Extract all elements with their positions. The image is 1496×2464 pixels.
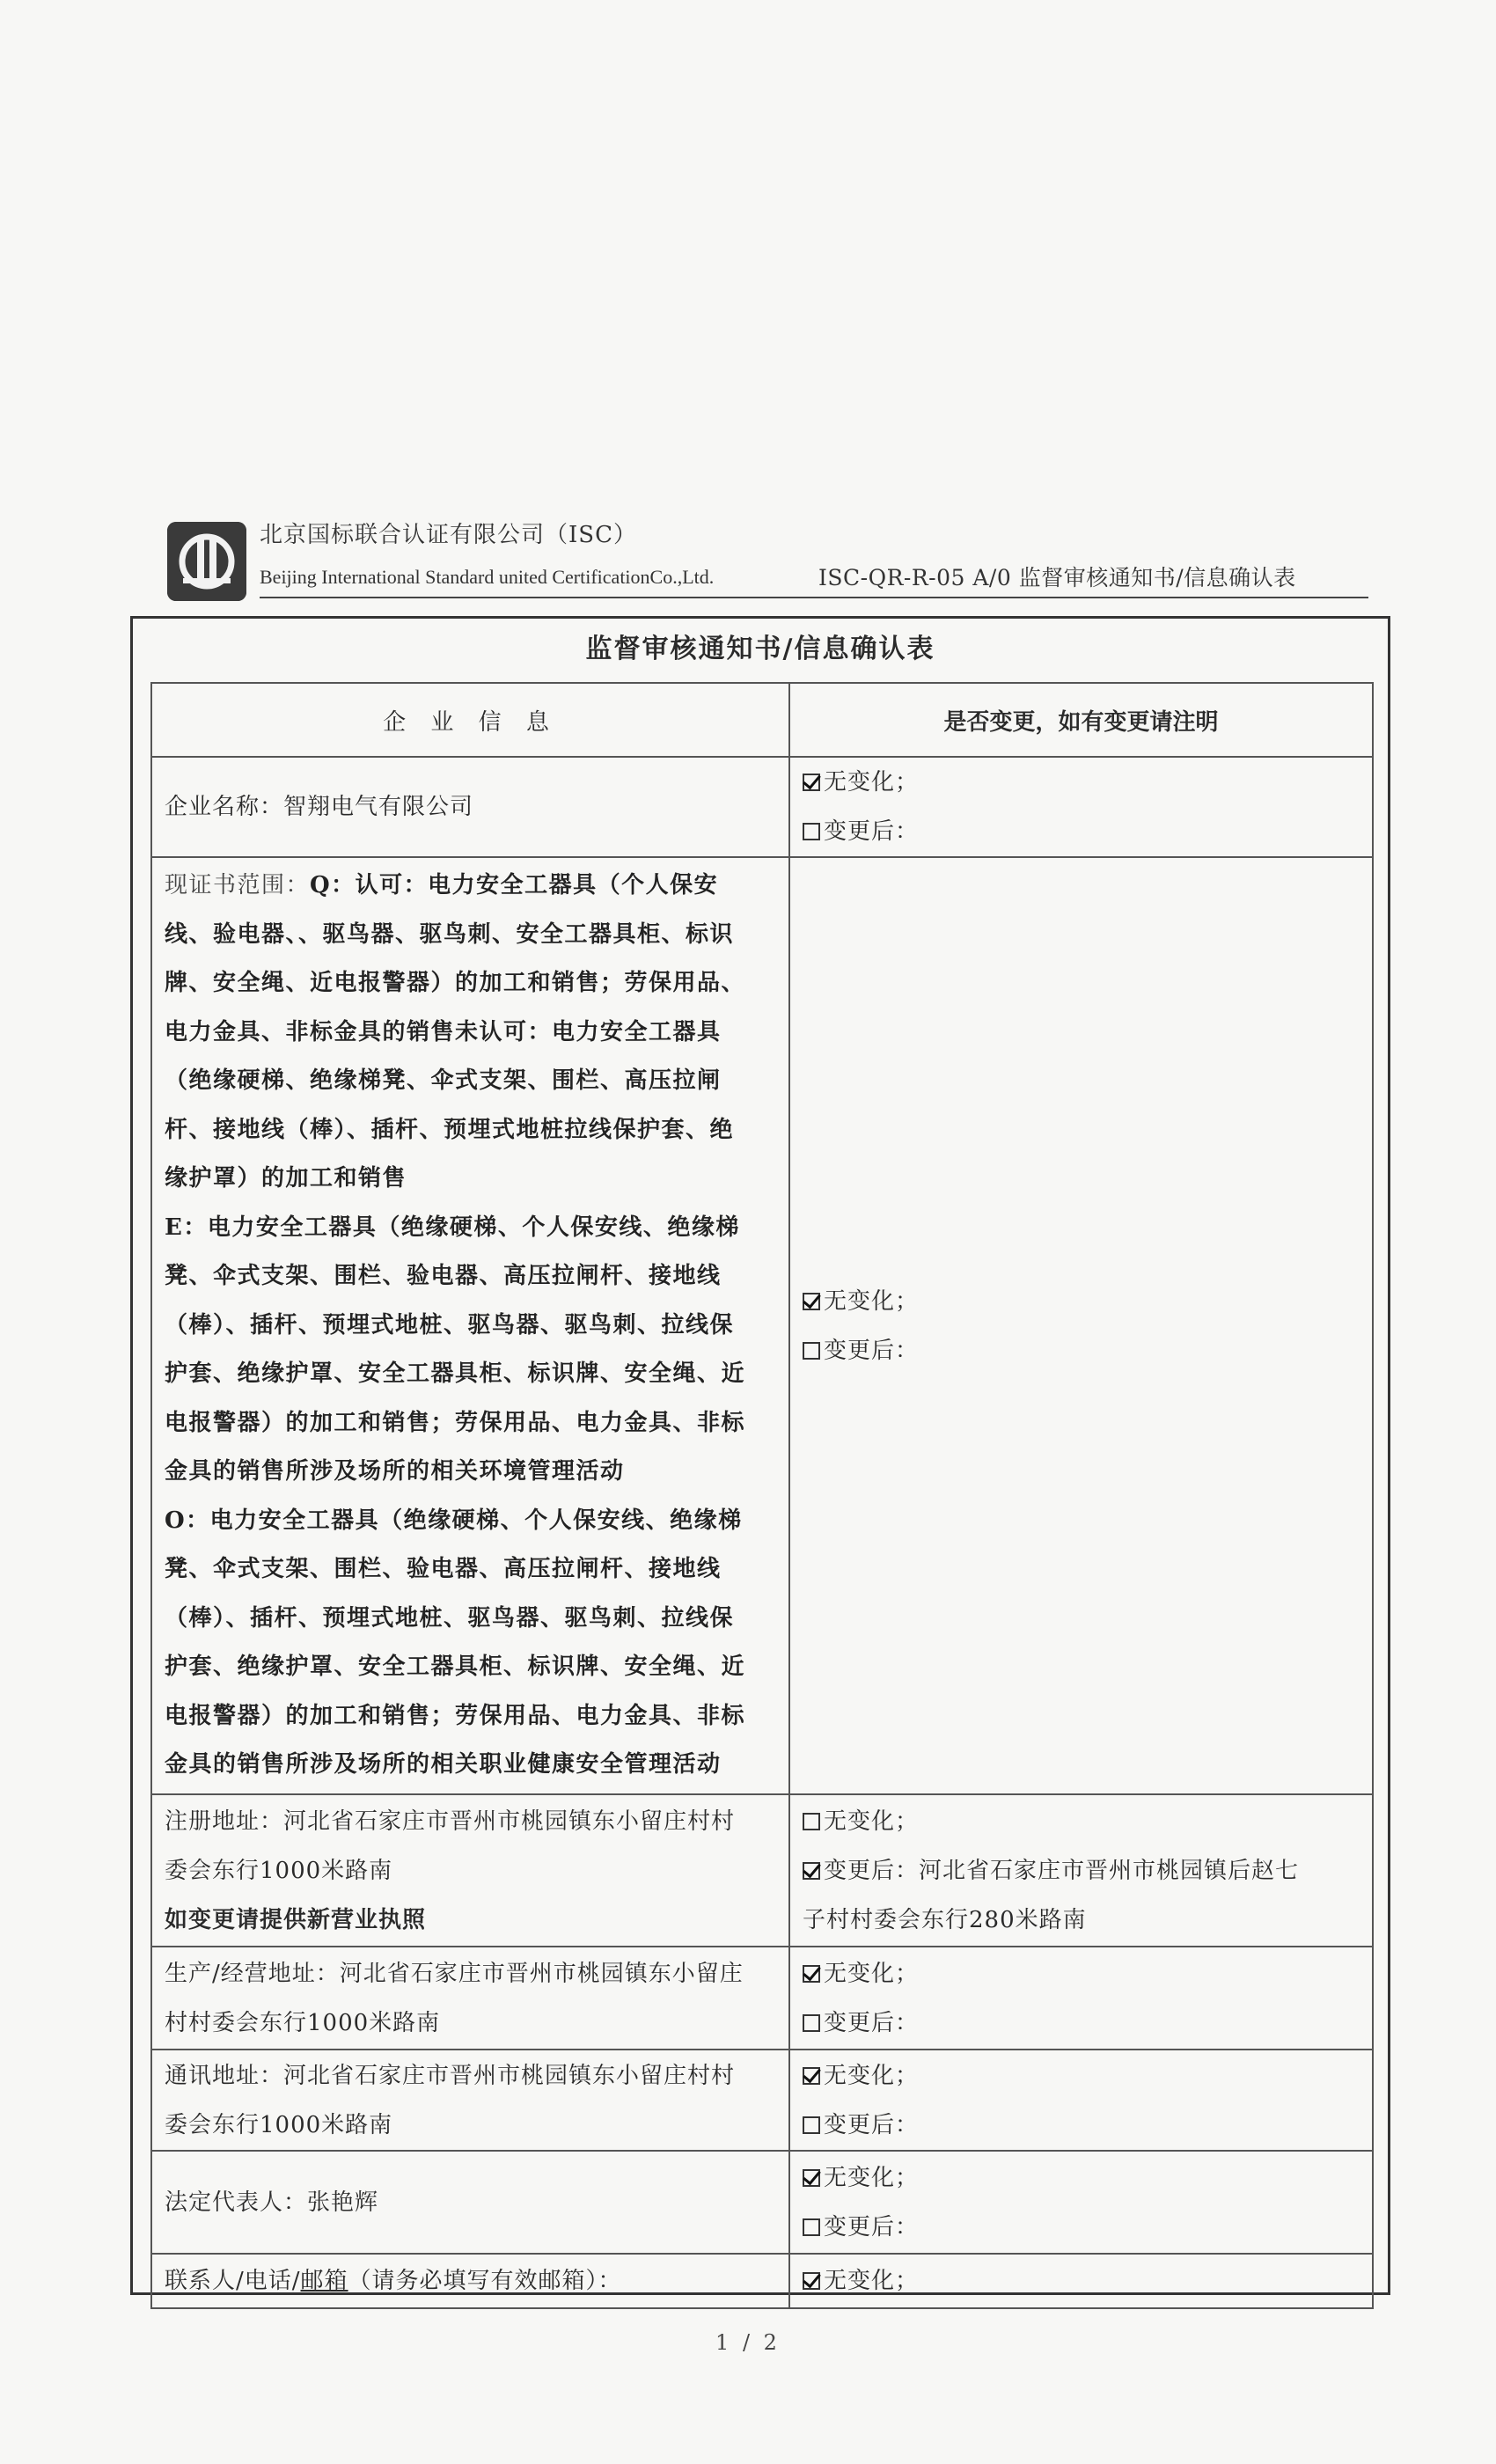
checkbox-no-change[interactable] xyxy=(803,1813,820,1830)
document-header xyxy=(167,515,1368,598)
scope-line: （棒）、插杆、预埋式地桩、驱鸟器、驱鸟刺、拉线保 xyxy=(165,1311,735,1338)
address-line: 村村委会东行1000米路南 xyxy=(165,2009,441,2036)
option-label: 变更后： xyxy=(824,2009,920,2036)
legal-representative-change-cell xyxy=(789,2151,1373,2254)
option-label: 变更后：河北省石家庄市晋州市桃园镇后赵七 xyxy=(824,1858,1300,1884)
scope-line: O：电力安全工器具（绝缘硬梯、个人保安线、绝缘梯 xyxy=(165,1507,743,1534)
production-address-change-cell xyxy=(789,1947,1373,2050)
table-row-production-address xyxy=(151,1947,1373,2050)
scope-line: 电报警器）的加工和销售；劳保用品、电力金具、非标 xyxy=(165,1409,746,1436)
registered-address-change-cell xyxy=(789,1794,1373,1947)
scope-line: 线、验电器、、驱鸟器、驱鸟刺、安全工器具柜、标识 xyxy=(165,920,735,948)
checkbox-changed[interactable] xyxy=(803,1862,820,1880)
company-name-cn: 北京国标联合认证有限公司（ISC） xyxy=(260,522,637,548)
address-line: 注册地址：河北省石家庄市晋州市桃园镇东小留庄村村 xyxy=(165,1808,736,1835)
scope-line: 缘护罩）的加工和销售 xyxy=(165,1165,407,1192)
registered-address-cell xyxy=(151,1794,789,1947)
table-row-registered-address xyxy=(151,1794,1373,1947)
scope-line: 电报警器）的加工和销售；劳保用品、电力金具、非标 xyxy=(165,1702,746,1729)
checkbox-no-change[interactable] xyxy=(803,2272,820,2290)
checkbox-changed[interactable] xyxy=(803,2116,820,2134)
col-header-company-info: 企 业 信 息 xyxy=(151,683,789,757)
checkbox-changed[interactable] xyxy=(803,2014,820,2032)
checkbox-changed[interactable] xyxy=(803,823,820,840)
option-label: 无变化； xyxy=(824,769,920,796)
scope-line: 杆、接地线（棒）、插杆、预埋式地桩拉线保护套、绝 xyxy=(165,1116,735,1143)
scope-label: 现证书范围： xyxy=(165,872,311,898)
table-header-row xyxy=(151,683,1373,757)
option-label: 无变化； xyxy=(824,2062,920,2089)
scope-line: 护套、绝缘护罩、安全工器具柜、标识牌、安全绳、近 xyxy=(165,1360,746,1387)
checkbox-no-change[interactable] xyxy=(803,1965,820,1983)
table-row-company-name xyxy=(151,757,1373,857)
scope-line: 凳、伞式支架、围栏、验电器、高压拉闸杆、接地线 xyxy=(165,1556,722,1582)
scope-line: （棒）、插杆、预埋式地桩、驱鸟器、驱鸟刺、拉线保 xyxy=(165,1604,735,1632)
table-row-legal-representative xyxy=(151,2151,1373,2254)
table-row-certificate-scope xyxy=(151,857,1373,1794)
address-line: 委会东行1000米路南 xyxy=(165,1857,393,1884)
scope-line: 金具的销售所涉及场所的相关职业健康安全管理活动 xyxy=(165,1751,722,1778)
scope-line: Q：认可：电力安全工器具（个人保安 xyxy=(310,872,719,898)
option-label: 无变化； xyxy=(824,1287,920,1315)
address-line: 通讯地址：河北省石家庄市晋州市桃园镇东小留庄村村 xyxy=(165,2062,736,2089)
legal-representative-value: 张艳辉 xyxy=(307,2189,379,2216)
table-row-mailing-address xyxy=(151,2050,1373,2151)
contact-change-cell xyxy=(789,2254,1373,2308)
form-frame xyxy=(130,616,1390,2295)
header-rule xyxy=(260,597,1368,598)
address-line: 委会东行1000米路南 xyxy=(165,2111,393,2138)
company-name-change-cell xyxy=(789,757,1373,857)
email-label: 邮箱 xyxy=(300,2268,348,2294)
mailing-address-cell xyxy=(151,2050,789,2151)
scope-line: 牌、安全绳、近电报警器）的加工和销售；劳保用品、 xyxy=(165,970,746,996)
option-label: 变更后： xyxy=(824,2213,920,2240)
company-name-label: 企业名称： xyxy=(165,794,284,820)
company-name-cell xyxy=(151,757,789,857)
company-name-en: Beijing International Standard united CertificationCo.,Ltd. xyxy=(260,566,715,588)
option-label: 变更后： xyxy=(824,1337,920,1364)
legal-representative-label: 法定代表人： xyxy=(165,2189,308,2216)
scope-line: 凳、伞式支架、围栏、验电器、高压拉闸杆、接地线 xyxy=(165,1263,722,1289)
legal-representative-cell xyxy=(151,2151,789,2254)
contact-hint: （请务必填写有效邮箱）： xyxy=(348,2268,622,2294)
form-title: 监督审核通知书/信息确认表 xyxy=(585,634,935,664)
address-line: 生产/经营地址：河北省石家庄市晋州市桃园镇东小留庄 xyxy=(165,1960,744,1987)
checkbox-changed[interactable] xyxy=(803,2218,820,2236)
certificate-scope-change-cell xyxy=(789,857,1373,1794)
page-number: 1 / 2 xyxy=(715,2330,781,2355)
scope-line: （绝缘硬梯、绝缘梯凳、伞式支架、围栏、高压拉闸 xyxy=(165,1067,722,1094)
option-label: 变更后： xyxy=(824,818,920,845)
license-note: 如变更请提供新营业执照 xyxy=(165,1906,427,1933)
certificate-scope-cell xyxy=(151,857,789,1794)
contact-cell xyxy=(151,2254,789,2308)
production-address-cell xyxy=(151,1947,789,2050)
option-label: 无变化； xyxy=(824,2268,920,2294)
scope-line: E：电力安全工器具（绝缘硬梯、个人保安线、绝缘梯 xyxy=(165,1214,740,1241)
option-label: 无变化； xyxy=(824,1960,920,1987)
contact-label: 联系人/电话/ xyxy=(165,2268,301,2294)
mailing-address-change-cell xyxy=(789,2050,1373,2151)
scope-line: 金具的销售所涉及场所的相关环境管理活动 xyxy=(165,1458,625,1485)
scope-line: 电力金具、非标金具的销售未认可：电力安全工器具 xyxy=(165,1018,722,1045)
isc-logo-icon xyxy=(167,522,246,601)
col-header-change: 是否变更，如有变更请注明 xyxy=(789,683,1373,757)
table-row-contact xyxy=(151,2254,1373,2308)
checkbox-changed[interactable] xyxy=(803,1342,820,1360)
checkbox-no-change[interactable] xyxy=(803,2169,820,2187)
company-name-value: 智翔电气有限公司 xyxy=(283,794,474,820)
option-label: 无变化； xyxy=(824,1808,920,1835)
checkbox-no-change[interactable] xyxy=(803,774,820,791)
checkbox-no-change[interactable] xyxy=(803,1293,820,1310)
option-label: 变更后： xyxy=(824,2111,920,2138)
scope-line: 护套、绝缘护罩、安全工器具柜、标识牌、安全绳、近 xyxy=(165,1654,746,1680)
form-code: ISC-QR-R-05 A/0 监督审核通知书/信息确认表 xyxy=(818,565,1296,590)
option-label: 无变化； xyxy=(824,2164,920,2191)
info-table xyxy=(150,682,1374,2309)
checkbox-no-change[interactable] xyxy=(803,2067,820,2085)
changed-address-continued: 子村村委会东行280米路南 xyxy=(803,1907,1087,1933)
